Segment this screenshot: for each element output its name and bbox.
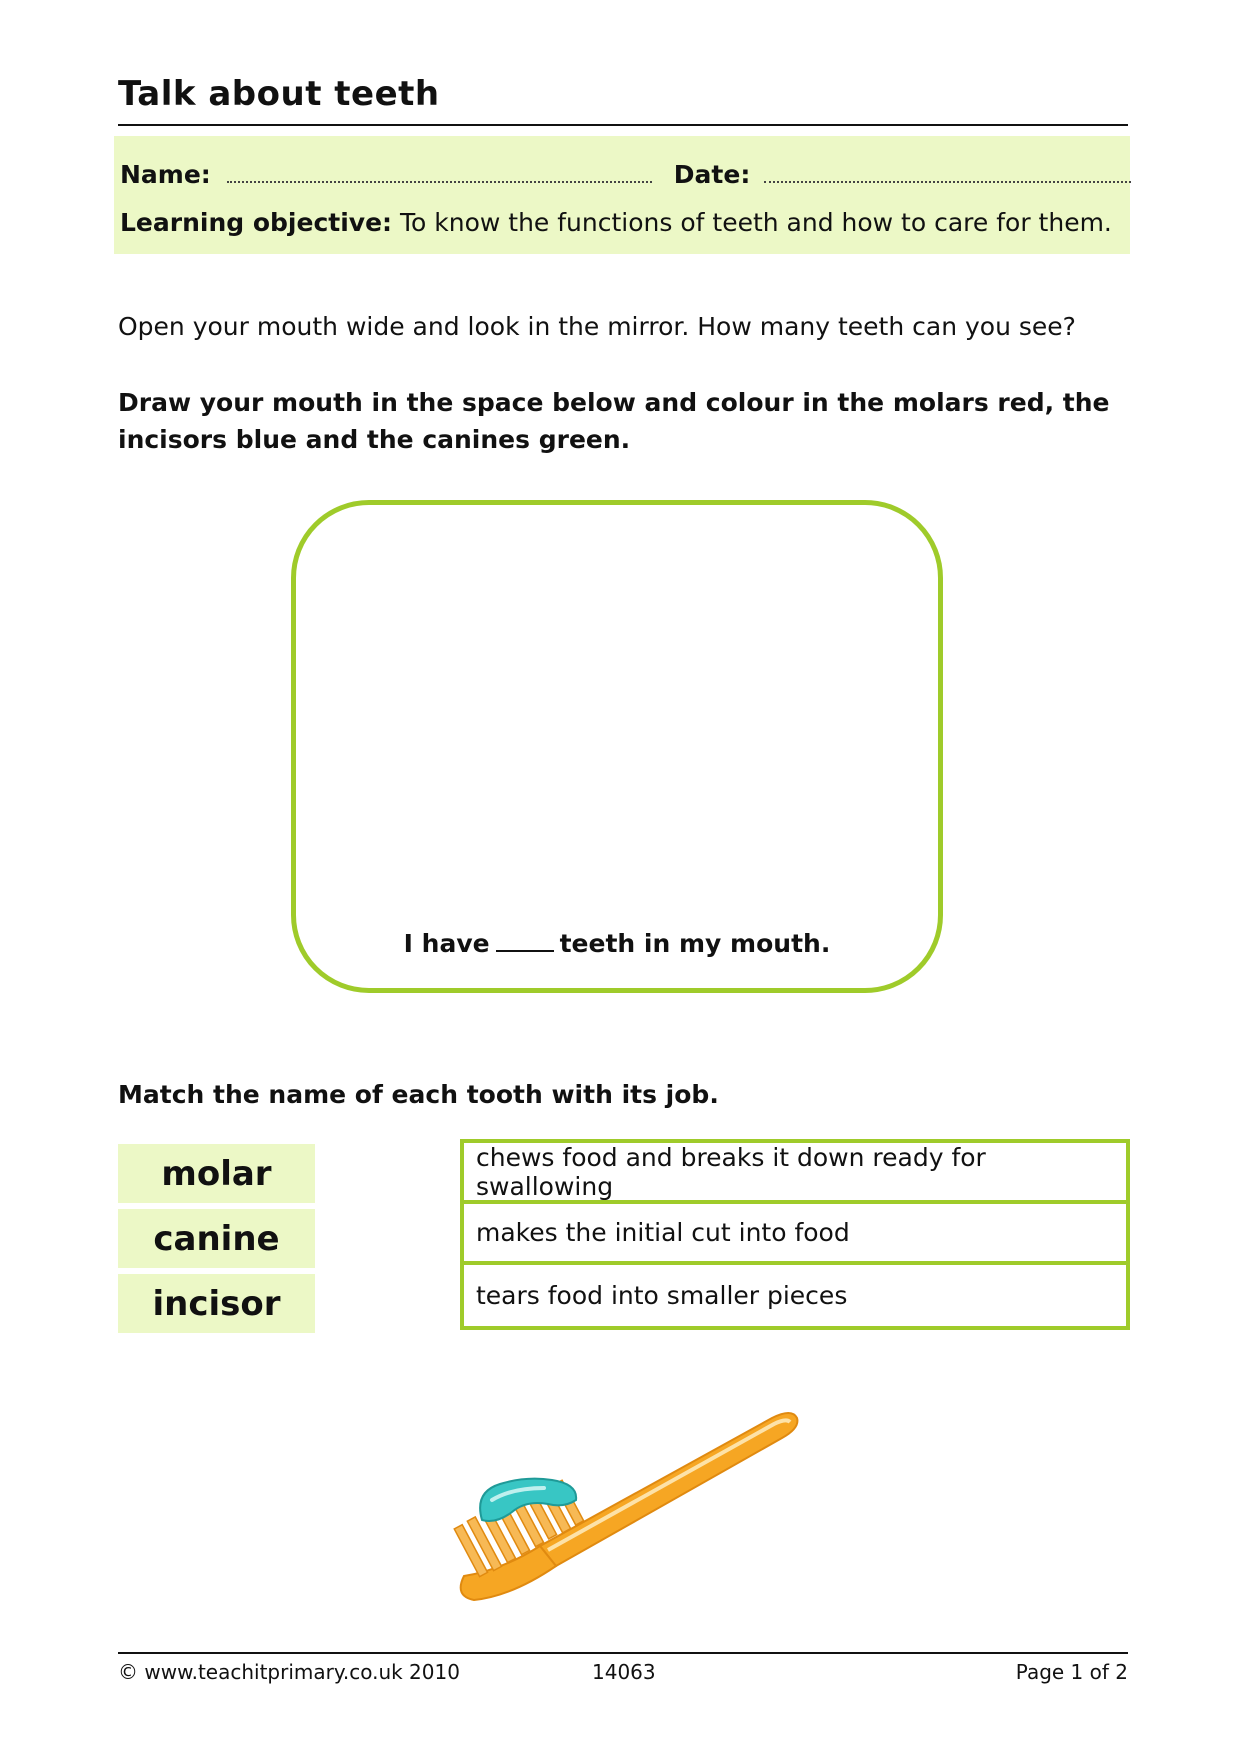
drawing-task: Draw your mouth in the space below and colour in the molars red, the incisors blue and the canines green. <box>118 388 1110 454</box>
date-label: Date: <box>673 160 751 189</box>
title-divider <box>118 124 1128 126</box>
footer-copyright: © www.teachitprimary.co.uk 2010 <box>118 1660 460 1684</box>
tooth-name-list <box>118 1144 315 1339</box>
header-panel <box>114 136 1130 254</box>
matching-task: Match the name of each tooth with its job. <box>118 1080 719 1109</box>
teeth-count-prefix: I have <box>403 929 490 958</box>
mirror-instruction: Open your mouth wide and look in the mirror. How many teeth can you see? <box>118 312 1076 341</box>
date-field[interactable] <box>764 161 1131 183</box>
tooth-name-canine[interactable]: canine <box>118 1209 315 1268</box>
drawing-area[interactable] <box>291 500 943 993</box>
toothbrush-icon <box>452 1400 802 1605</box>
tooth-job-list <box>460 1139 1130 1330</box>
teeth-count-blank[interactable] <box>496 932 554 952</box>
tooth-job-cut[interactable]: makes the initial cut into food <box>464 1204 1126 1265</box>
objective-text: To know the functions of teeth and how to care for them. <box>400 208 1112 237</box>
tooth-name-molar[interactable]: molar <box>118 1144 315 1203</box>
objective-label: Learning objective: <box>120 208 393 237</box>
footer-code: 14063 <box>592 1660 656 1684</box>
tooth-job-chew[interactable]: chews food and breaks it down ready for swallowing <box>464 1143 1126 1204</box>
name-field[interactable] <box>227 161 652 183</box>
teeth-count-suffix: teeth in my mouth. <box>559 929 831 958</box>
objective-row <box>120 208 1112 237</box>
tooth-name-incisor[interactable]: incisor <box>118 1274 315 1333</box>
tooth-job-tear[interactable]: tears food into smaller pieces <box>476 1281 848 1310</box>
footer-page-number: Page 1 of 2 <box>1015 1660 1128 1684</box>
name-date-row <box>120 160 1131 189</box>
teeth-count-sentence <box>296 929 938 958</box>
page-title: Talk about teeth <box>118 74 440 114</box>
name-label: Name: <box>120 160 211 189</box>
footer-divider <box>118 1652 1128 1654</box>
